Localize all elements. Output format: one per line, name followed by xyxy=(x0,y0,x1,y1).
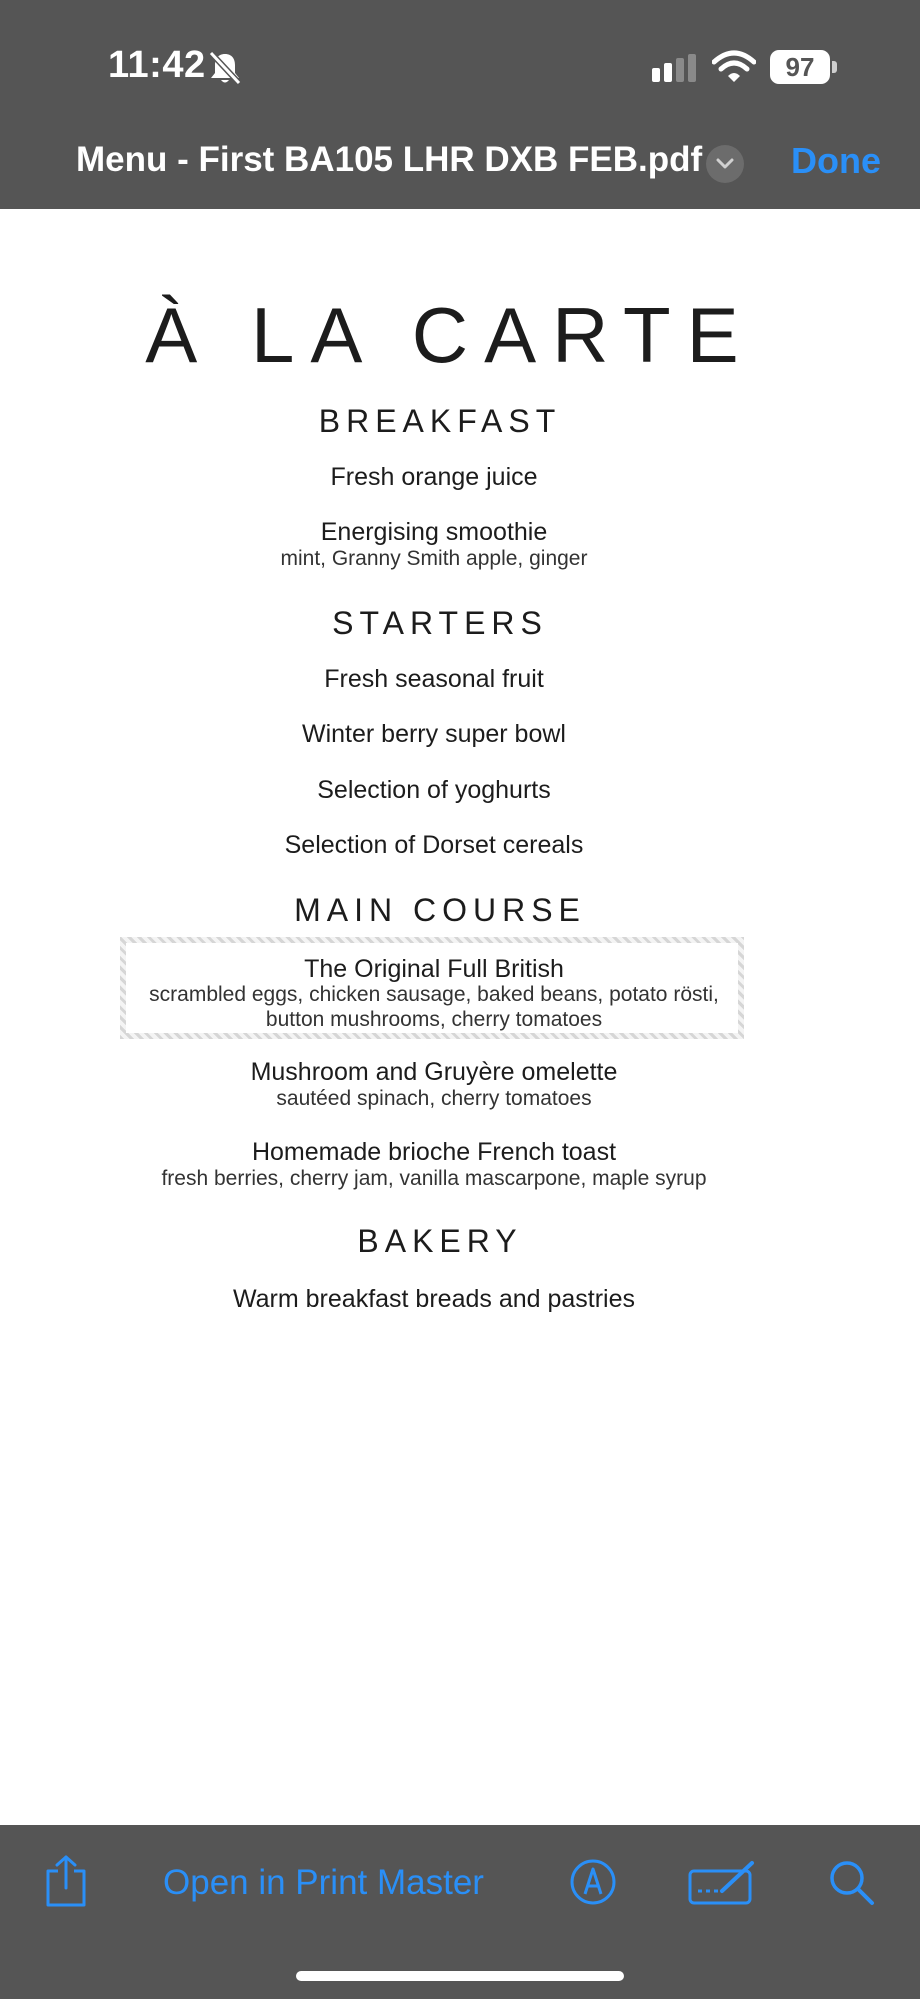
menu-item: Winter berry super bowl xyxy=(302,720,566,748)
menu-item-description: fresh berries, cherry jam, vanilla mascarpone, maple syrup xyxy=(161,1167,707,1190)
section-heading-starters: STARTERS xyxy=(332,605,548,641)
battery-indicator: 97 xyxy=(770,50,830,84)
signature-icon[interactable] xyxy=(688,1859,756,1905)
title-menu-button[interactable] xyxy=(706,145,744,183)
menu-item-description: scrambled eggs, chicken sausage, baked beans, potato rösti, xyxy=(149,983,719,1006)
pdf-page[interactable] xyxy=(0,209,920,1825)
battery-tip xyxy=(832,61,837,73)
menu-item-description: sautéed spinach, cherry tomatoes xyxy=(276,1087,592,1110)
share-icon[interactable] xyxy=(44,1855,88,1907)
menu-item: Fresh orange juice xyxy=(330,463,538,491)
menu-item: Mushroom and Gruyère omelette xyxy=(250,1058,618,1086)
status-time: 11:42 xyxy=(108,44,206,86)
menu-item: The Original Full British xyxy=(304,955,564,983)
page-title: À LA CARTE xyxy=(145,291,755,379)
wifi-icon xyxy=(712,50,756,84)
bottom-toolbar xyxy=(0,1825,920,1999)
section-heading-bakery: BAKERY xyxy=(357,1223,523,1259)
section-heading-breakfast: BREAKFAST xyxy=(318,403,562,439)
menu-item-description: button mushrooms, cherry tomatoes xyxy=(265,1008,603,1031)
menu-item: Warm breakfast breads and pastries xyxy=(232,1285,636,1313)
top-bar xyxy=(0,0,920,209)
cellular-signal-icon xyxy=(652,54,698,84)
document-title[interactable]: Menu - First BA105 LHR DXB FEB.pdf xyxy=(76,140,703,179)
chevron-down-icon xyxy=(716,157,734,171)
bell-off-icon xyxy=(208,50,242,86)
menu-item-description: mint, Granny Smith apple, ginger xyxy=(280,547,588,570)
markup-icon[interactable] xyxy=(570,1859,616,1905)
done-button[interactable]: Done xyxy=(791,140,881,181)
menu-item: Selection of yoghurts xyxy=(317,776,551,804)
open-in-app-button[interactable]: Open in Print Master xyxy=(163,1863,484,1902)
menu-item: Selection of Dorset cereals xyxy=(284,831,584,859)
menu-item: Homemade brioche French toast xyxy=(251,1138,617,1166)
menu-item: Fresh seasonal fruit xyxy=(324,665,544,693)
section-heading-main-course: MAIN COURSE xyxy=(294,892,586,928)
menu-item: Energising smoothie xyxy=(320,518,548,546)
search-icon[interactable] xyxy=(827,1858,875,1906)
home-indicator[interactable] xyxy=(296,1971,624,1981)
